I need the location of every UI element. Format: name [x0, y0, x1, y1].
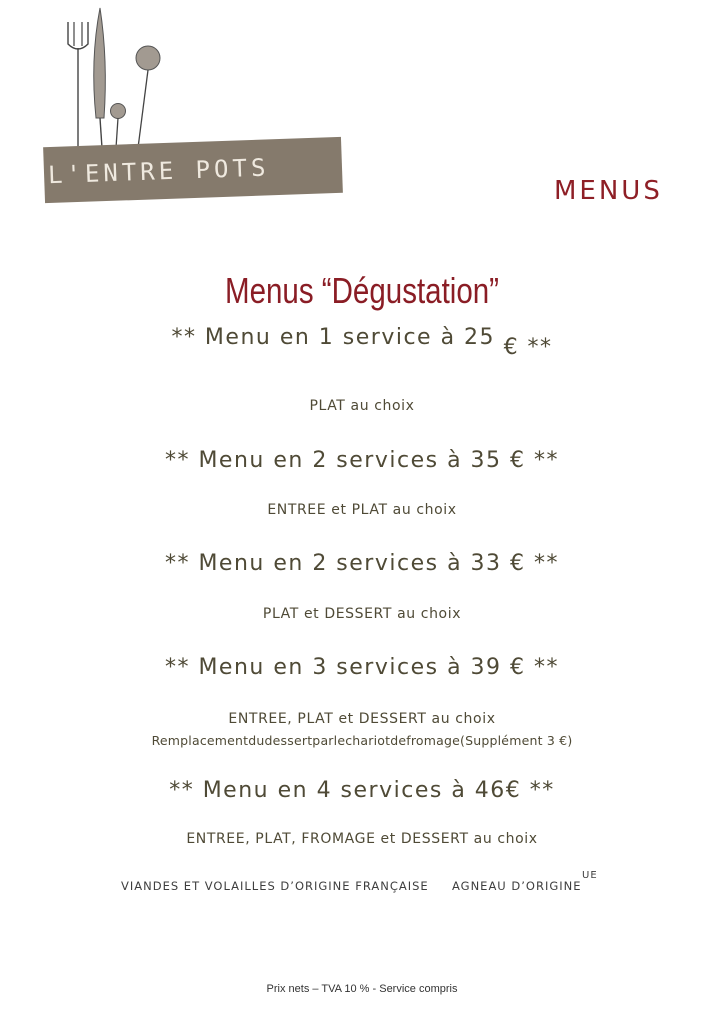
menu-1-title [0, 325, 724, 360]
origin-meat-poultry: VIANDES ET VOLAILLES D’ORIGINE FRANÇAISE [121, 879, 429, 893]
menu-3-title: ** Menu en 2 services à 33 € ** [164, 551, 560, 576]
menu-2-description: ENTREE et PLAT au choix [267, 502, 457, 518]
menu-4-description: ENTREE, PLAT et DESSERT au choix [228, 711, 496, 727]
footer-note: Prix nets – TVA 10 % - Service compris [266, 983, 458, 995]
menu-1-title-main: ** Menu en 1 service à 25 [171, 325, 496, 350]
menu-3-description: PLAT et DESSERT au choix [262, 606, 462, 622]
menu-1-description: PLAT au choix [309, 398, 415, 414]
menu-4-title: ** Menu en 3 services à 39 € ** [164, 655, 560, 680]
logo-text: L'ENTRE POTS [47, 153, 270, 190]
section-title: Menus “Dégustation” [224, 270, 500, 311]
page-title: MENUS [554, 176, 663, 206]
origin-lamb-sup: UE [582, 870, 598, 881]
menu-1-title-tail: € ** [503, 335, 553, 360]
menu-4-note: Remplacementdudessertparlechariotdefromage(Supplément 3 €) [151, 733, 573, 748]
menu-5-description: ENTREE, PLAT, FROMAGE et DESSERT au choix [186, 831, 538, 847]
origin-lamb: AGNEAU D’ORIGINE [452, 879, 582, 893]
menu-2-title: ** Menu en 2 services à 35 € ** [164, 448, 560, 473]
menu-5-title: ** Menu en 4 services à 46€ ** [169, 778, 555, 803]
